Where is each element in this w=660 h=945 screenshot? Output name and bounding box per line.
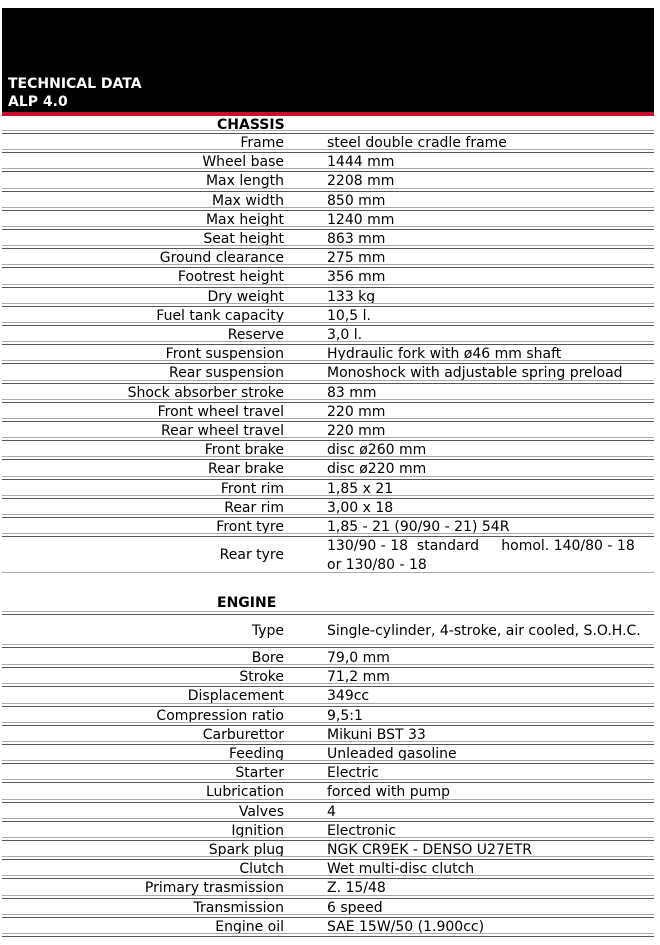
spec-row: [2, 480, 654, 499]
spec-row: [2, 764, 654, 783]
spec-row: [2, 268, 654, 287]
spec-value: 3,00 x 18: [327, 499, 394, 516]
spec-value: 10,5 l.: [327, 307, 371, 324]
spec-row: [2, 134, 654, 153]
header-accent-line: [2, 112, 654, 116]
spec-row: [2, 307, 654, 326]
spec-label: Compression ratio: [156, 707, 284, 724]
spec-label: Rear tyre: [219, 547, 284, 564]
spec-value: 1444 mm: [327, 154, 395, 171]
spec-value: Electric: [327, 765, 379, 782]
spec-label: Wheel base: [202, 154, 284, 171]
spec-label: Engine oil: [215, 918, 284, 935]
spec-value: 863 mm: [327, 231, 386, 247]
spec-label: Footrest height: [177, 269, 284, 286]
spec-value: 6 speed: [327, 899, 383, 916]
spec-value: 83 mm: [327, 384, 377, 401]
spec-row: [2, 326, 654, 345]
spec-row: [2, 153, 654, 172]
spec-value: Z. 15/48: [327, 880, 386, 897]
model-name: ALP 4.0: [8, 94, 68, 110]
spec-row: [2, 649, 654, 668]
spec-label: Seat height: [203, 231, 284, 247]
spec-label: Ground clearance: [159, 250, 284, 267]
spec-label: Shock absorber stroke: [127, 384, 284, 401]
spec-value: SAE 15W/50 (1.900cc): [327, 918, 485, 935]
spec-label: Rear rim: [224, 499, 284, 516]
spec-value: disc ø220 mm: [327, 461, 427, 478]
spec-row: [2, 345, 654, 364]
spec-label: Rear brake: [208, 461, 284, 478]
spec-row: [2, 615, 654, 648]
spec-row: [2, 211, 654, 230]
spec-value: 275 mm: [327, 250, 386, 267]
spec-label: Ignition: [231, 822, 284, 839]
spec-value: Hydraulic fork with ø46 mm shaft: [327, 346, 562, 363]
spec-value: 349cc: [327, 688, 370, 705]
spec-row: [2, 441, 654, 460]
spec-row: [2, 537, 654, 575]
spec-value: NGK CR9EK - DENSO U27ETR: [327, 842, 532, 858]
chassis-section-title: CHASSIS: [217, 117, 285, 133]
spec-value: 220 mm: [327, 423, 386, 439]
spec-label: Type: [251, 623, 284, 639]
spec-row: [2, 668, 654, 687]
spec-value: forced with pump: [327, 784, 451, 801]
header-banner: [2, 8, 654, 112]
spec-label: Rear wheel travel: [161, 423, 284, 439]
spec-label: Transmission: [193, 899, 284, 916]
spec-value: disc ø260 mm: [327, 442, 427, 459]
spec-row: [2, 518, 654, 537]
spec-label: Max length: [205, 173, 284, 190]
spec-row: [2, 745, 654, 764]
spec-value: Single-cylinder, 4-stroke, air cooled, S.O.H.C.: [327, 623, 641, 639]
spec-value: 130/90 - 18 standard homol. 140/80 - 18 or 130/80 - 18: [327, 538, 640, 574]
spec-row: [2, 841, 654, 860]
spec-value: 850 mm: [327, 192, 386, 209]
spec-row: [2, 899, 654, 918]
spec-value: Monoshock with adjustable spring preload: [327, 365, 623, 382]
spec-row: [2, 422, 654, 441]
spec-label: Spark plug: [208, 842, 284, 858]
spec-label: Reserve: [227, 327, 284, 343]
spec-value: 133 kg: [327, 288, 376, 305]
spec-label: Front tyre: [216, 519, 284, 535]
spec-label: Stroke: [239, 669, 284, 686]
spec-label: Fuel tank capacity: [156, 307, 284, 324]
spec-row: [2, 499, 654, 518]
spec-row: [2, 192, 654, 211]
spec-value: 2208 mm: [327, 173, 395, 190]
spec-row: [2, 707, 654, 726]
spec-value: 220 mm: [327, 403, 386, 420]
spec-value: 71,2 mm: [327, 669, 390, 686]
spec-value: 4: [327, 803, 336, 820]
spec-row: [2, 249, 654, 268]
spec-label: Carburettor: [202, 726, 284, 743]
spec-row: [2, 687, 654, 706]
spec-label: Max width: [212, 192, 284, 209]
engine-section-title: ENGINE: [217, 595, 277, 611]
spec-label: Feeding: [228, 746, 284, 762]
spec-row: [2, 860, 654, 879]
spec-label: Rear suspension: [169, 365, 284, 382]
spec-row: [2, 783, 654, 802]
spec-value: 1,85 - 21 (90/90 - 21) 54R: [327, 519, 510, 535]
spec-label: Primary trasmission: [144, 880, 284, 897]
spec-label: Front suspension: [165, 346, 284, 363]
spec-row: [2, 879, 654, 898]
spec-label: Bore: [251, 650, 284, 666]
spec-value: Electronic: [327, 822, 397, 839]
spec-row: [2, 822, 654, 841]
spec-value: 9,5:1: [327, 707, 363, 724]
spec-row: [2, 726, 654, 745]
spec-value: 356 mm: [327, 269, 386, 286]
spec-value: 79,0 mm: [327, 650, 390, 666]
spec-label: Front rim: [220, 480, 284, 497]
spec-row: [2, 288, 654, 307]
spec-value: 1,85 x 21: [327, 480, 394, 497]
spec-label: Starter: [235, 765, 284, 782]
spec-label: Lubrication: [205, 784, 284, 801]
spec-value: steel double cradle frame: [327, 135, 507, 151]
document-title: TECHNICAL DATA: [8, 76, 142, 92]
spec-row: [2, 803, 654, 822]
spec-row: [2, 172, 654, 191]
spec-label: Front wheel travel: [157, 403, 284, 420]
spec-value: 1240 mm: [327, 211, 395, 228]
spec-label: Displacement: [187, 688, 284, 705]
spec-row: [2, 364, 654, 383]
spec-row: [2, 384, 654, 403]
spec-value: 3,0 l.: [327, 327, 363, 343]
spec-label: Valves: [238, 803, 284, 820]
spec-label: Dry weight: [207, 288, 284, 305]
spec-label: Clutch: [239, 861, 284, 878]
spec-row: [2, 918, 654, 937]
spec-value: Mikuni BST 33: [327, 726, 426, 743]
spec-label: Front brake: [204, 442, 284, 459]
spec-label: Frame: [240, 135, 284, 151]
spec-label: Max height: [205, 211, 284, 228]
spec-row: [2, 230, 654, 249]
spec-value: Unleaded gasoline: [327, 746, 457, 762]
spec-row: [2, 460, 654, 479]
spec-value: Wet multi-disc clutch: [327, 861, 475, 878]
spec-row: [2, 403, 654, 422]
